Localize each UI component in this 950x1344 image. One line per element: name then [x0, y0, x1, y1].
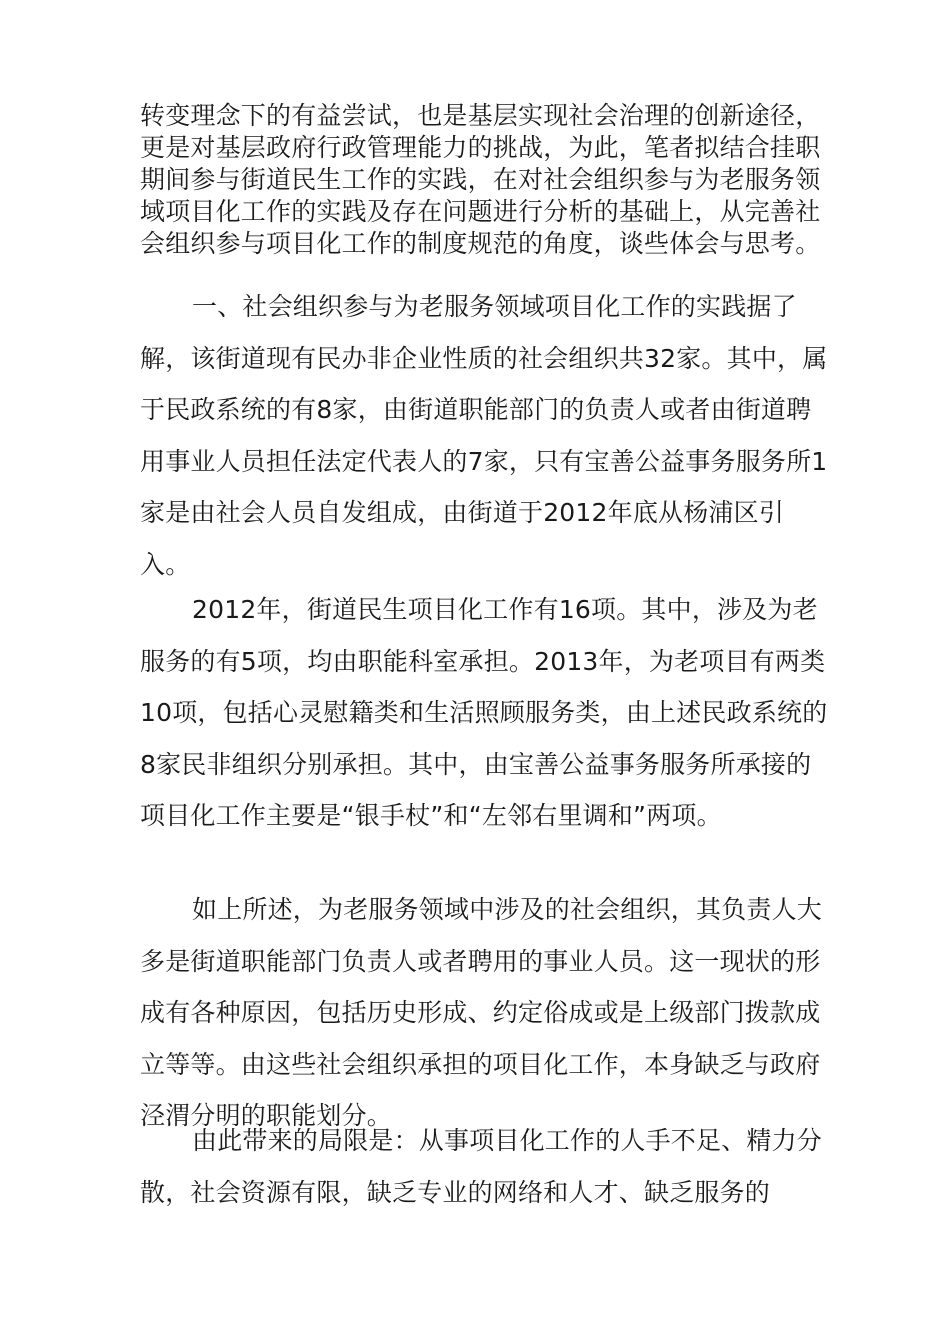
- paragraph-as-stated: 如上所述，为老服务领域中涉及的社会组织，其负责人大多是街道职能部门负责人或者聘用的事业人员。这一现状的形成有各种原因，包括历史形成、约定俗成或是上级部门拨款成立等等。由这些社会组织承担的项目化工作，本身缺乏与政府泾渭分明的职能划分。: [140, 895, 823, 1130]
- paragraph-continuation: 转变理念下的有益尝试，也是基层实现社会治理的创新途径，更是对基层政府行政管理能力的挑战，为此，笔者拟结合挂职期间参与街道民生工作的实践，在对社会组织参与为老服务领域项目化工作的实践及存在问题进行分析的基础上，从完善社会组织参与项目化工作的制度规范的角度，谈些体会与思考。: [140, 101, 821, 258]
- paragraph-limitations: 由此带来的局限是：从事项目化工作的人手不足、精力分散，社会资源有限，缺乏专业的网络和人才、缺乏服务的: [140, 1126, 823, 1207]
- paragraph-section-one: 一、社会组织参与为老服务领域项目化工作的实践据了解，该街道现有民办非企业性质的社会组织共32家。其中，属于民政系统的有8家，由街道职能部门的负责人或者由街道聘用事业人员担任法定代表人的7家，只有宝善公益事务服务所1家是由社会人员自发组成，由街道于2012年底从杨浦区引入。: [140, 292, 828, 579]
- paragraph-2012-projects: 2012年，街道民生项目化工作有16项。其中，涉及为老服务的有5项，均由职能科室承担。2013年，为老项目有两类10项，包括心灵慰籍类和生活照顾服务类，由上述民政系统的8家民非组织分别承担。其中，由宝善公益事务服务所承接的项目化工作主要是“银手杖”和“左邻右里调和”两项。: [140, 595, 828, 830]
